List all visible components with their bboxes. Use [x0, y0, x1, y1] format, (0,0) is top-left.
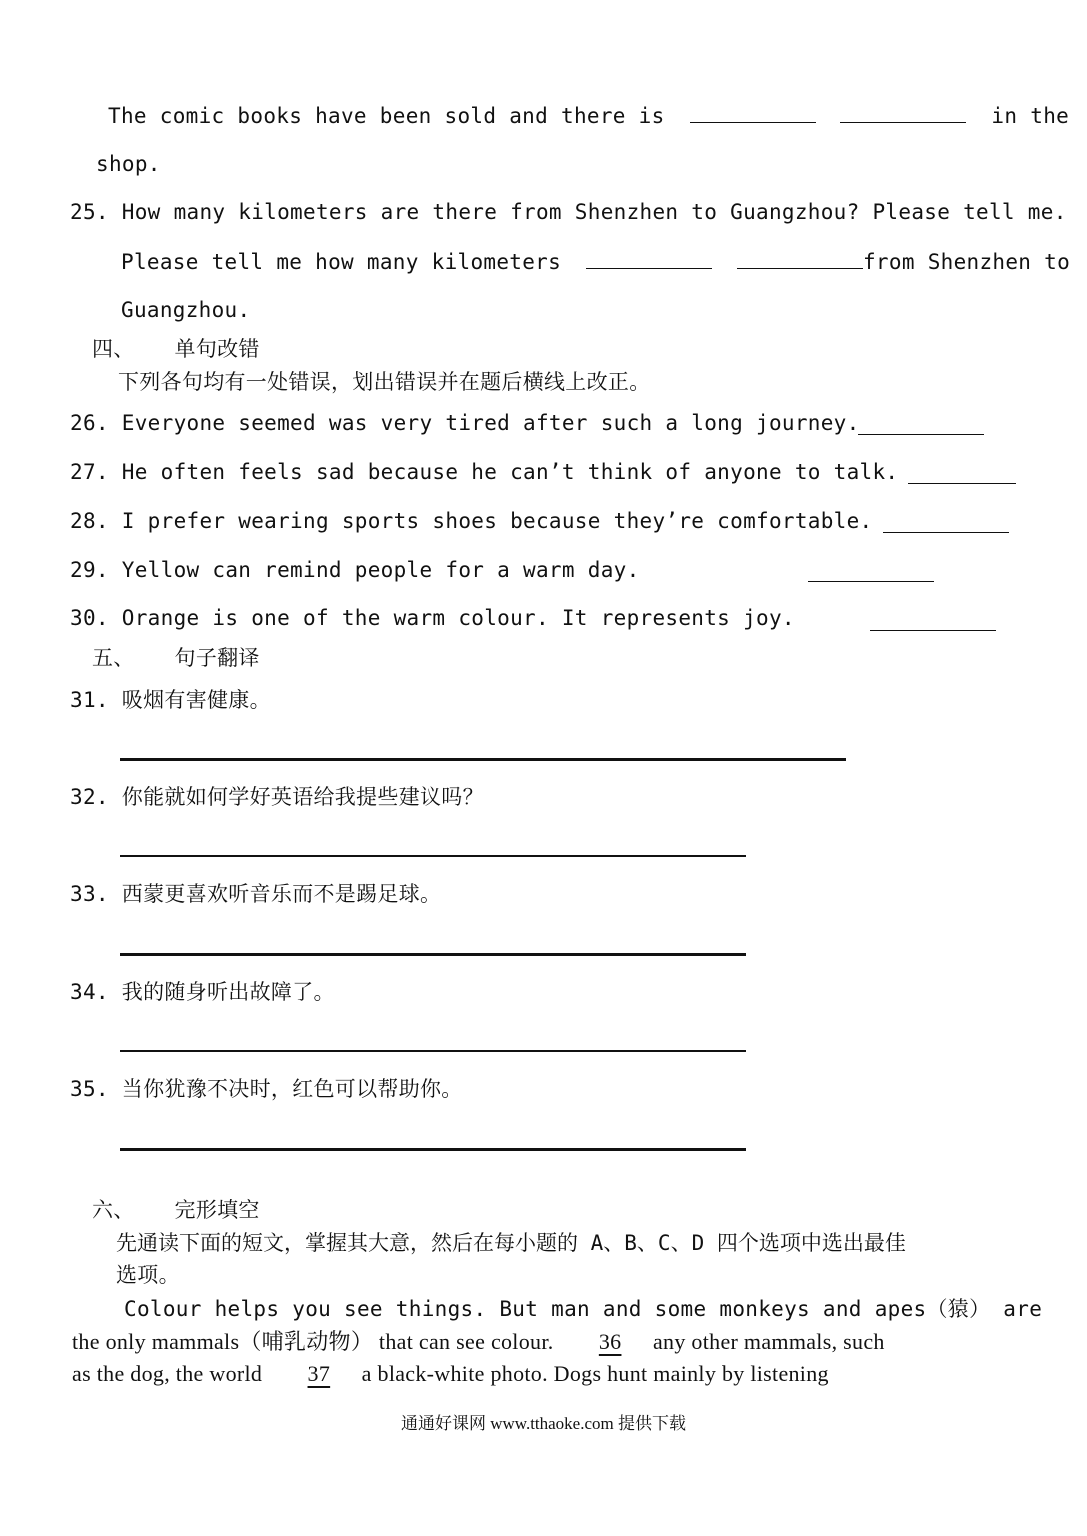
- list-item: [70, 979, 335, 1005]
- section-title: 单句改错: [174, 337, 260, 361]
- section6-instruction-line2: 选项。: [116, 1263, 180, 1287]
- translation-answer-line[interactable]: [120, 953, 746, 956]
- section-number: 四、: [92, 337, 135, 361]
- question-text: 吸烟有害健康。: [121, 688, 271, 712]
- question-text: Orange is one of the warm colour. It represents joy.: [121, 606, 795, 630]
- passage-line3: [72, 1361, 829, 1387]
- section5-heading: [92, 645, 260, 671]
- section-title: 完形填空: [174, 1198, 260, 1222]
- list-item: [70, 557, 640, 583]
- passage-text: as the dog, the world: [72, 1361, 263, 1386]
- page-footer: 通通好课网 www.tthaoke.com 提供下载: [400, 1414, 687, 1433]
- answer-blank[interactable]: [586, 248, 712, 269]
- list-item: [70, 410, 860, 436]
- answer-blank[interactable]: [840, 102, 966, 123]
- translation-answer-line[interactable]: [120, 758, 846, 761]
- question-number: 30.: [70, 606, 109, 630]
- list-item: [70, 508, 873, 534]
- question-text: 你能就如何学好英语给我提些建议吗？: [121, 785, 484, 809]
- translation-answer-line[interactable]: [120, 1148, 746, 1151]
- question-text: Yellow can remind people for a warm day.: [121, 558, 640, 582]
- q25-question: How many kilometers are there from Shenzhen to Guangzhou? Please tell me.: [121, 200, 1067, 224]
- correction-blank[interactable]: [858, 414, 984, 435]
- q24-line2: shop.: [96, 152, 161, 176]
- question-text: Everyone seemed was very tired after such a long journey.: [121, 411, 860, 435]
- q24-line1-prefix: The comic books have been sold and there is: [108, 104, 665, 128]
- correction-blank[interactable]: [883, 512, 1009, 533]
- q25-line2: [121, 248, 1070, 275]
- translation-answer-line[interactable]: [120, 1050, 746, 1052]
- correction-blank[interactable]: [870, 610, 996, 631]
- question-number: 27.: [70, 460, 109, 484]
- passage-text: the only mammals（哺乳动物） that can see colour.: [72, 1329, 554, 1354]
- question-number: 33.: [70, 882, 109, 906]
- correction-blank[interactable]: [808, 561, 934, 582]
- section-title: 句子翻译: [174, 646, 260, 670]
- list-item: [70, 605, 795, 631]
- question-number: 31.: [70, 688, 109, 712]
- passage-line1: Colour helps you see things. But man and some monkeys and apes（猿） are: [124, 1297, 1043, 1321]
- cloze-blank-36[interactable]: 36: [598, 1329, 622, 1354]
- q25-line2-suffix: from Shenzhen to: [862, 250, 1071, 274]
- question-number: 29.: [70, 558, 109, 582]
- section4-instruction: 下列各句均有一处错误，划出错误并在题后横线上改正。: [118, 370, 651, 394]
- section6-instruction-line1: 先通读下面的短文，掌握其大意，然后在每小题的 A、B、C、D 四个选项中选出最佳: [116, 1231, 906, 1255]
- passage-text: a black-white photo. Dogs hunt mainly by listening: [361, 1361, 829, 1386]
- question-text: 我的随身听出故障了。: [121, 980, 335, 1004]
- section-number: 五、: [92, 646, 135, 670]
- passage-line2: [72, 1329, 885, 1355]
- list-item: [70, 881, 441, 907]
- q25-line1: [70, 199, 1067, 225]
- list-item: [70, 687, 271, 713]
- q25-line3: Guangzhou.: [121, 298, 251, 322]
- question-number: 35.: [70, 1077, 109, 1101]
- section6-heading: [92, 1197, 260, 1223]
- section-number: 六、: [92, 1198, 135, 1222]
- question-number: 26.: [70, 411, 109, 435]
- q25-line2-prefix: Please tell me how many kilometers: [121, 250, 562, 274]
- list-item: [70, 459, 898, 485]
- cloze-blank-37[interactable]: 37: [307, 1361, 331, 1386]
- question-text: I prefer wearing sports shoes because they’re comfortable.: [121, 509, 873, 533]
- q24-line1-suffix: in the: [991, 104, 1070, 128]
- answer-blank[interactable]: [690, 102, 816, 123]
- list-item: [70, 1076, 463, 1102]
- translation-answer-line[interactable]: [120, 855, 746, 857]
- question-text: 西蒙更喜欢听音乐而不是踢足球。: [121, 882, 442, 906]
- question-number: 28.: [70, 509, 109, 533]
- question-text: He often feels sad because he can’t think of anyone to talk.: [121, 460, 899, 484]
- correction-blank[interactable]: [908, 463, 1016, 484]
- question-text: 当你犹豫不决时，红色可以帮助你。: [121, 1077, 463, 1101]
- list-item: [70, 784, 484, 810]
- q24-line1: [108, 102, 1069, 129]
- section4-heading: [92, 336, 260, 362]
- question-number: 25.: [70, 200, 109, 224]
- question-number: 34.: [70, 980, 109, 1004]
- answer-blank[interactable]: [737, 248, 863, 269]
- passage-text: any other mammals, such: [652, 1329, 885, 1354]
- question-number: 32.: [70, 785, 109, 809]
